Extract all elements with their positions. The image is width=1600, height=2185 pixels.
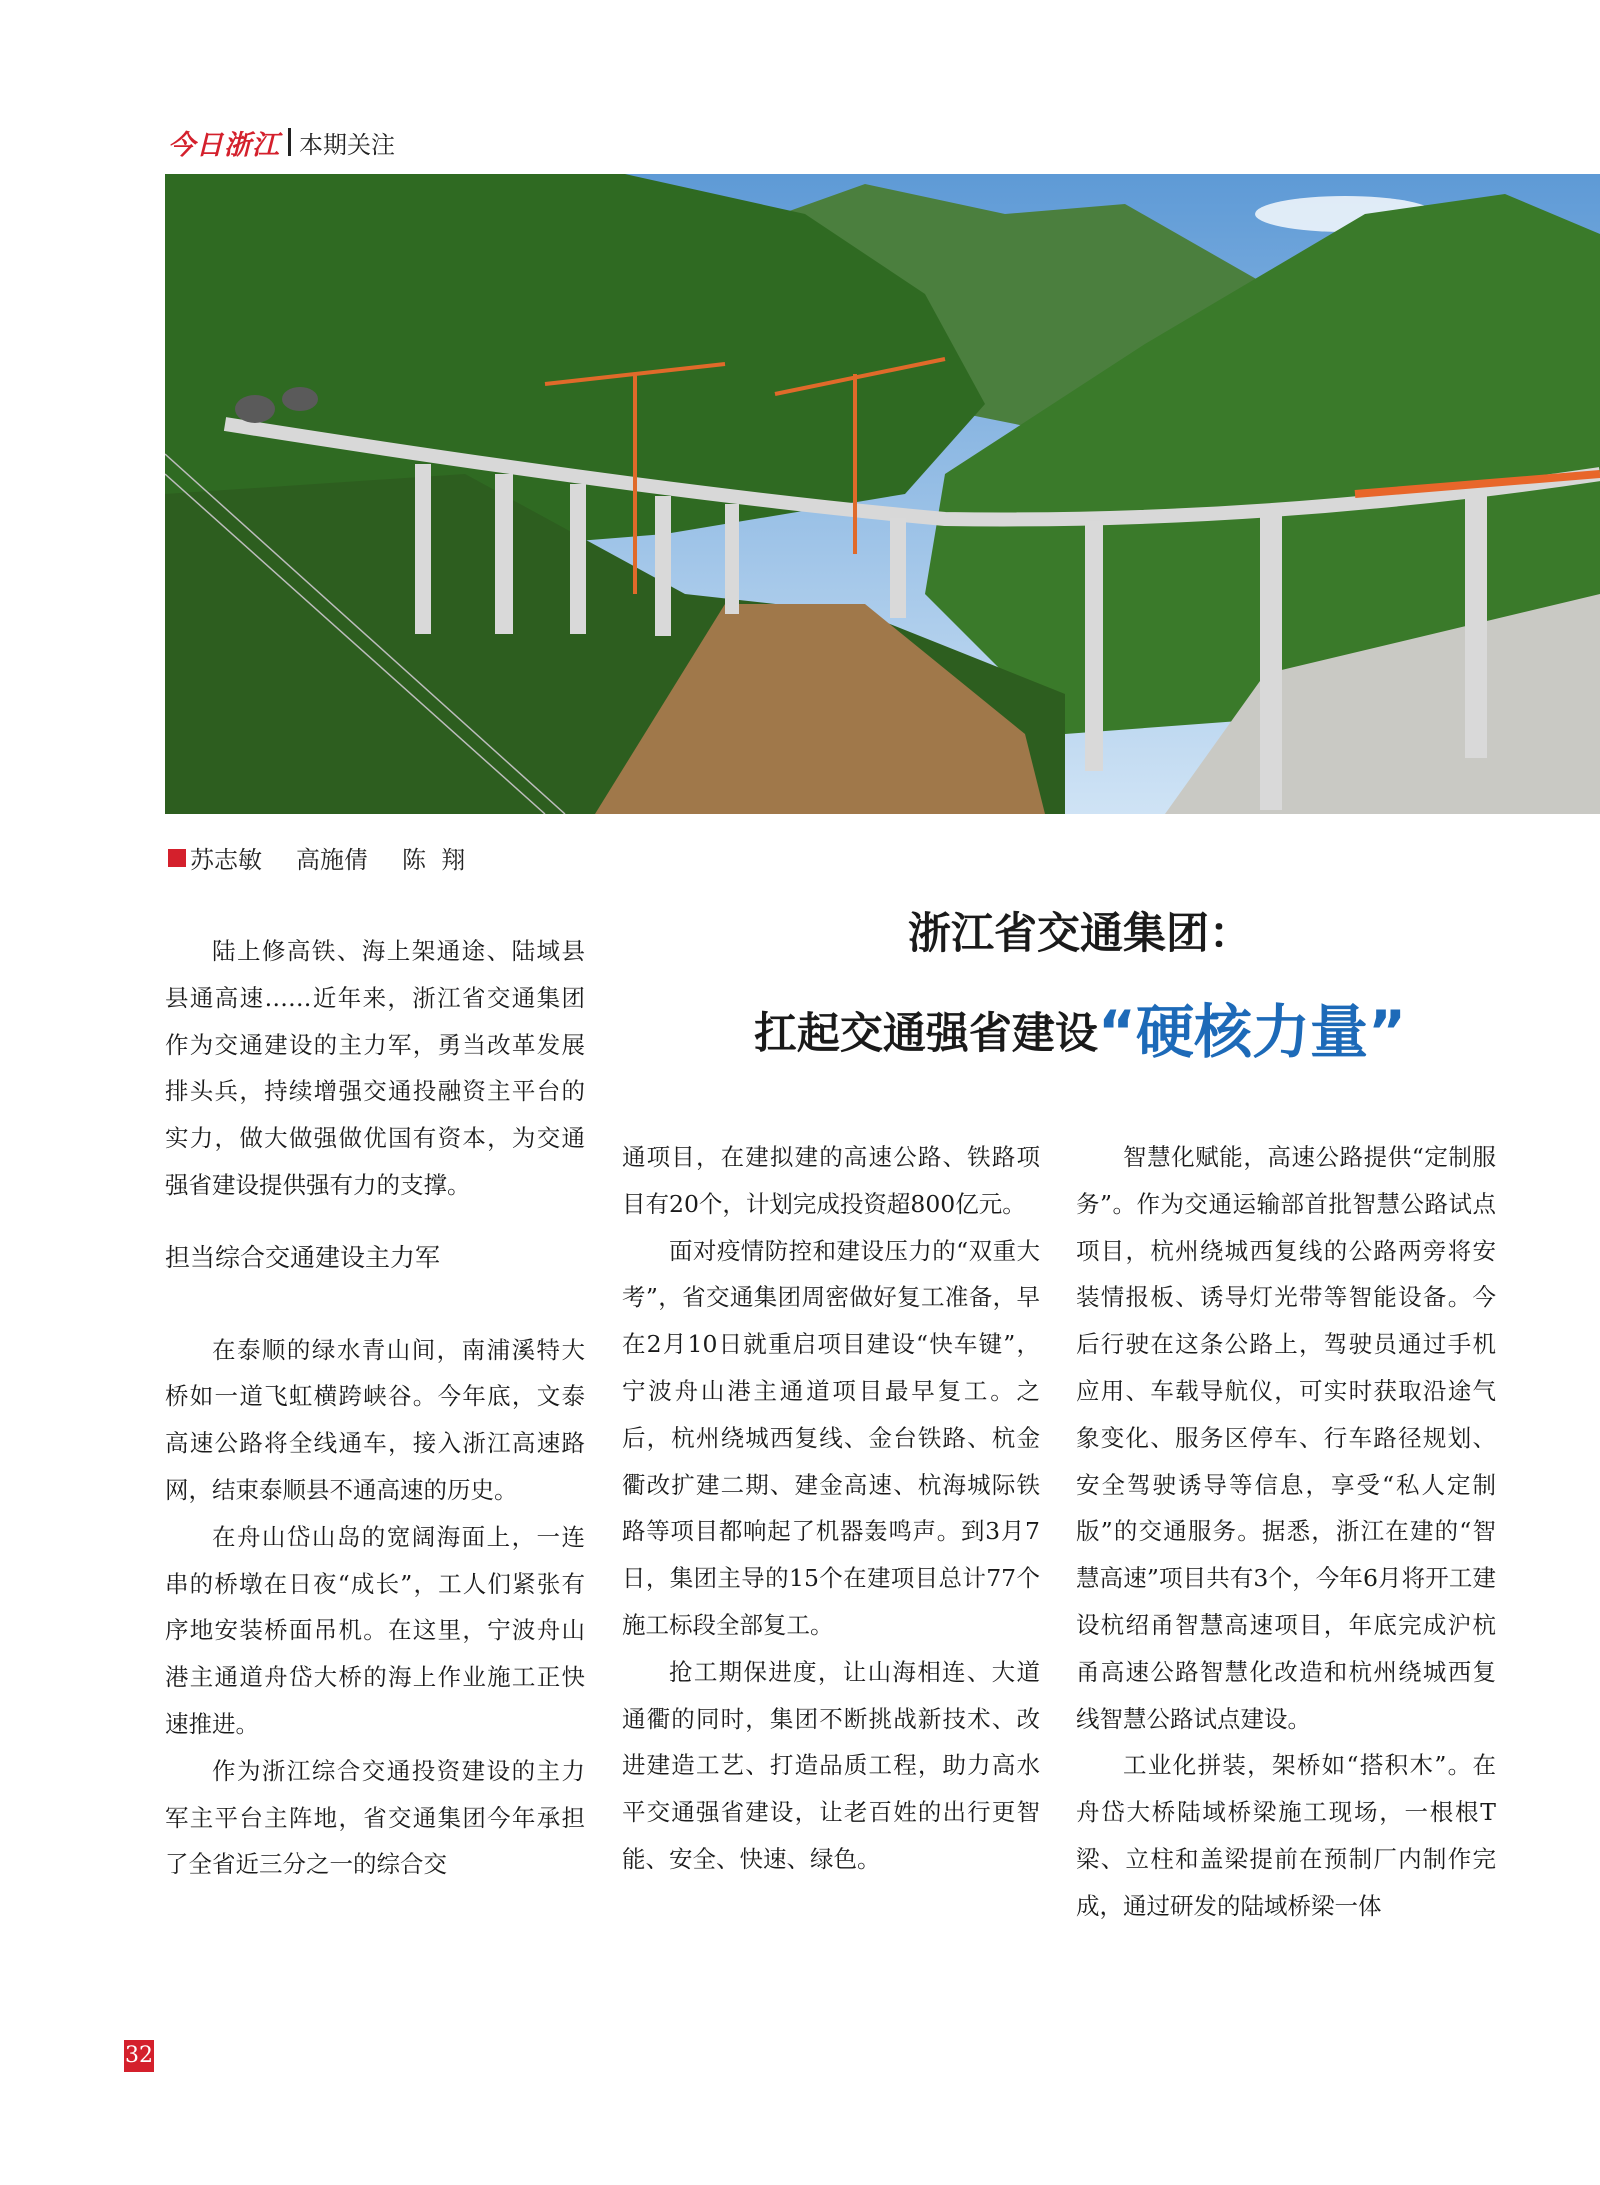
section-label: 本期关注	[299, 130, 395, 159]
paragraph: 工业化拼装，架桥如“搭积木”。在舟岱大桥陆域桥梁施工现场，一根根T梁、立柱和盖梁提前在预制厂内制作完成，通过研发的陆域桥梁一体	[1076, 1751, 1496, 1920]
page-number: 32	[124, 2040, 154, 2072]
author-name: 陈 翔	[402, 846, 466, 874]
title-prefix: 扛起交通强省建设	[753, 1009, 1098, 1059]
paragraph: 陆上修高铁、海上架通途、陆域县县通高速……近年来，浙江省交通集团作为交通建设的主力军，勇当改革发展排头兵，持续增强交通投融资主平台的实力，做大做强做优国有资本，为交通强省建设提供强有力的支撑。	[165, 937, 585, 1199]
page-header	[168, 124, 395, 160]
text-column-2	[622, 1134, 1040, 1883]
subheading: 担当综合交通建设主力军	[165, 1242, 441, 1272]
paragraph: 在舟山岱山岛的宽阔海面上，一连串的桥墩在日夜“成长”，工人们紧张有序地安装桥面吊机。在这里，宁波舟山港主通道舟岱大桥的海上作业施工正快速推进。	[165, 1522, 585, 1738]
article-title-line2	[705, 985, 1455, 1069]
title-highlight: “硬核力量”	[1097, 998, 1407, 1066]
paragraph: 抢工期保进度，让山海相连、大道通衢的同时，集团不断挑战新技术、改进建造工艺、打造品质工程，助力高水平交通强省建设，让老百姓的出行更智能、安全、快速、绿色。	[622, 1657, 1040, 1873]
byline	[168, 840, 499, 875]
red-square-icon	[168, 849, 186, 867]
bridge-photo	[165, 174, 1600, 814]
text-column-3	[1076, 1134, 1496, 1930]
author-name: 高施倩	[296, 846, 368, 874]
paragraph: 通项目，在建拟建的高速公路、铁路项目有20个，计划完成投资超800亿元。	[622, 1143, 1040, 1218]
text-column-1	[165, 928, 585, 1888]
magazine-logo: 今日浙江	[168, 129, 280, 161]
tunnel-portal	[235, 395, 275, 423]
paragraph: 面对疫情防控和建设压力的“双重大考”，省交通集团周密做好复工准备，早在2月10日就重启项目建设“快车键”，宁波舟山港主通道项目最早复工。之后，杭州绕城西复线、金台铁路、杭金衢改扩建二期、建金高速、杭海城际铁路等项目都响起了机器轰鸣声。到3月7日，集团主导的15个在建项目总计77个施工标段全部复工。	[622, 1236, 1040, 1639]
bridge-landscape-illustration	[165, 174, 1600, 814]
paragraph: 作为浙江综合交通投资建设的主力军主平台主阵地，省交通集团今年承担了全省近三分之一的综合交	[165, 1756, 585, 1879]
paragraph: 在泰顺的绿水青山间，南浦溪特大桥如一道飞虹横跨峡谷。今年底，文泰高速公路将全线通车，接入浙江高速路网，结束泰顺县不通高速的历史。	[165, 1335, 585, 1504]
tunnel-portal	[282, 387, 318, 411]
paragraph: 智慧化赋能，高速公路提供“定制服务”。作为交通运输部首批智慧公路试点项目，杭州绕城西复线的公路两旁将安装情报板、诱导灯光带等智能设备。今后行驶在这条公路上，驾驶员通过手机应用、车载导航仪，可实时获取沿途气象变化、服务区停车、行车路径规划、安全驾驶诱导等信息，享受“私人定制版”的交通服务。据悉，浙江在建的“智慧高速”项目共有3个，今年6月将开工建设杭绍甬智慧高速项目，年底完成沪杭甬高速公路智慧化改造和杭州绕城西复线智慧公路试点建设。	[1076, 1143, 1496, 1733]
article-title-line1: 浙江省交通集团：	[908, 909, 1252, 959]
author-name: 苏志敏	[190, 846, 262, 874]
header-divider	[288, 128, 291, 156]
